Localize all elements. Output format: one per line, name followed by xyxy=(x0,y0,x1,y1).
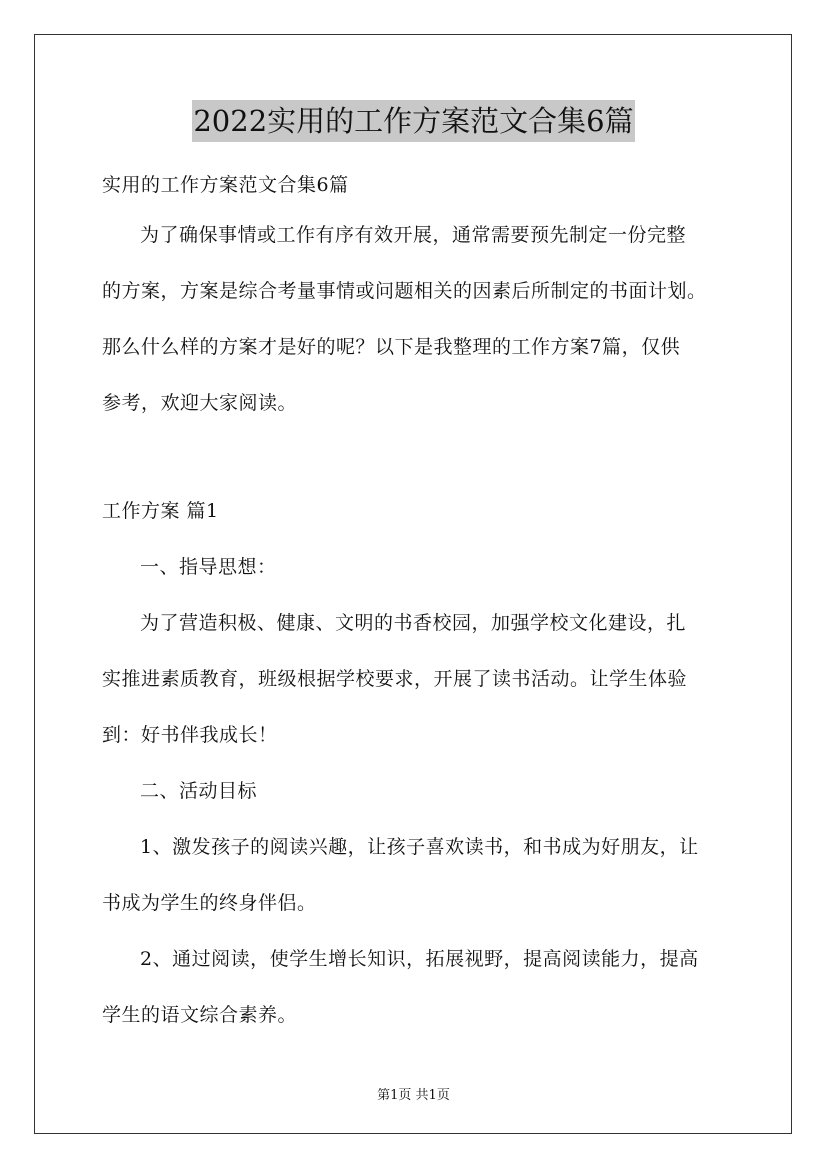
guiding-line-3: 到：好书伴我成长！ xyxy=(102,724,278,746)
section-heading: 工作方案 篇1 xyxy=(102,500,219,522)
goal2-line-1: 2、通过阅读，使学生增长知识，拓展视野，提高阅读能力，提高 xyxy=(140,948,699,970)
page-number-label: 第1页 共1页 xyxy=(377,1088,450,1103)
intro-line-2: 的方案，方案是综合考量事情或问题相关的因素后所制定的书面计划。 xyxy=(102,280,707,302)
intro-line-4: 参考，欢迎大家阅读。 xyxy=(102,392,298,414)
intro-line-3: 那么什么样的方案才是好的呢？以下是我整理的工作方案7篇，仅供 xyxy=(102,336,681,358)
guiding-line-2: 实推进素质教育，班级根据学校要求，开展了读书活动。让学生体验 xyxy=(102,668,688,690)
document-body xyxy=(102,172,730,1058)
goals-heading: 二、活动目标 xyxy=(140,780,258,802)
intro-line-1: 为了确保事情或工作有序有效开展，通常需要预先制定一份完整 xyxy=(140,224,687,246)
document-subtitle: 实用的工作方案范文合集6篇 xyxy=(102,174,349,196)
guiding-heading: 一、指导思想： xyxy=(140,556,277,578)
page-footer xyxy=(0,1084,827,1103)
document-title xyxy=(0,100,827,147)
guiding-line-1: 为了营造积极、健康、文明的书香校园，加强学校文化建设，扎 xyxy=(140,612,687,634)
goal1-line-2: 书成为学生的终身伴侣。 xyxy=(102,892,317,914)
document-title-text: 2022实用的工作方案范文合集6篇 xyxy=(192,100,634,142)
goal1-line-1: 1、激发孩子的阅读兴趣，让孩子喜欢读书，和书成为好朋友，让 xyxy=(140,836,699,858)
goal2-line-2: 学生的语文综合素养。 xyxy=(102,1004,298,1026)
